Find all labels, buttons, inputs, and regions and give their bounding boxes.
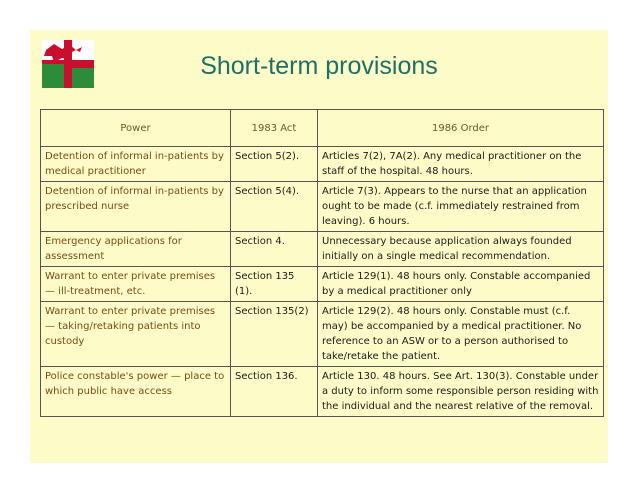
column-header-1983-act: 1983 Act bbox=[231, 110, 318, 147]
provisions-table bbox=[40, 109, 604, 417]
cell-1986-order: Article 129(1). 48 hours only. Constable accompanied by a medical practitioner only bbox=[318, 267, 604, 302]
table-header-row bbox=[41, 110, 604, 147]
table-row bbox=[41, 182, 604, 232]
cell-1983-act: Section 4. bbox=[231, 232, 318, 267]
cell-1983-act: Section 135 (1). bbox=[231, 267, 318, 302]
cell-1986-order: Unnecessary because application always founded initially on a single medical recommendation. bbox=[318, 232, 604, 267]
cell-power: Warrant to enter private premises — taking/retaking patients into custody bbox=[41, 302, 231, 367]
column-header-1986-order: 1986 Order bbox=[318, 110, 604, 147]
cell-power: Detention of informal in-patients by medical practitioner bbox=[41, 147, 231, 182]
table-row bbox=[41, 367, 604, 417]
cell-1983-act: Section 5(2). bbox=[231, 147, 318, 182]
table-row bbox=[41, 267, 604, 302]
cell-1986-order: Articles 7(2), 7A(2). Any medical practitioner on the staff of the hospital. 48 hours. bbox=[318, 147, 604, 182]
cell-1983-act: Section 135(2) bbox=[231, 302, 318, 367]
cell-1983-act: Section 5(4). bbox=[231, 182, 318, 232]
page-title: Short-term provisions bbox=[200, 52, 438, 80]
table-row bbox=[41, 302, 604, 367]
slide bbox=[30, 30, 608, 463]
column-header-power: Power bbox=[41, 110, 231, 147]
cell-1986-order: Article 129(2). 48 hours only. Constable must (c.f. may) be accompanied by a medical practitioner. No reference to an ASW or to a person authorised to take/retake the patient. bbox=[318, 302, 604, 367]
table-row bbox=[41, 147, 604, 182]
cell-power: Detention of informal in-patients by prescribed nurse bbox=[41, 182, 231, 232]
table-row bbox=[41, 232, 604, 267]
cell-power: Warrant to enter private premises — ill-treatment, etc. bbox=[41, 267, 231, 302]
cell-power: Emergency applications for assessment bbox=[41, 232, 231, 267]
cell-1986-order: Article 7(3). Appears to the nurse that an application ought to be made (c.f. immediately restrained from leaving). 6 hours. bbox=[318, 182, 604, 232]
cell-1983-act: Section 136. bbox=[231, 367, 318, 417]
cell-1986-order: Article 130. 48 hours. See Art. 130(3). Constable under a duty to inform some responsible person residing with the individual and the nearest relative of the removal. bbox=[318, 367, 604, 417]
cell-power: Police constable's power — place to which public have access bbox=[41, 367, 231, 417]
